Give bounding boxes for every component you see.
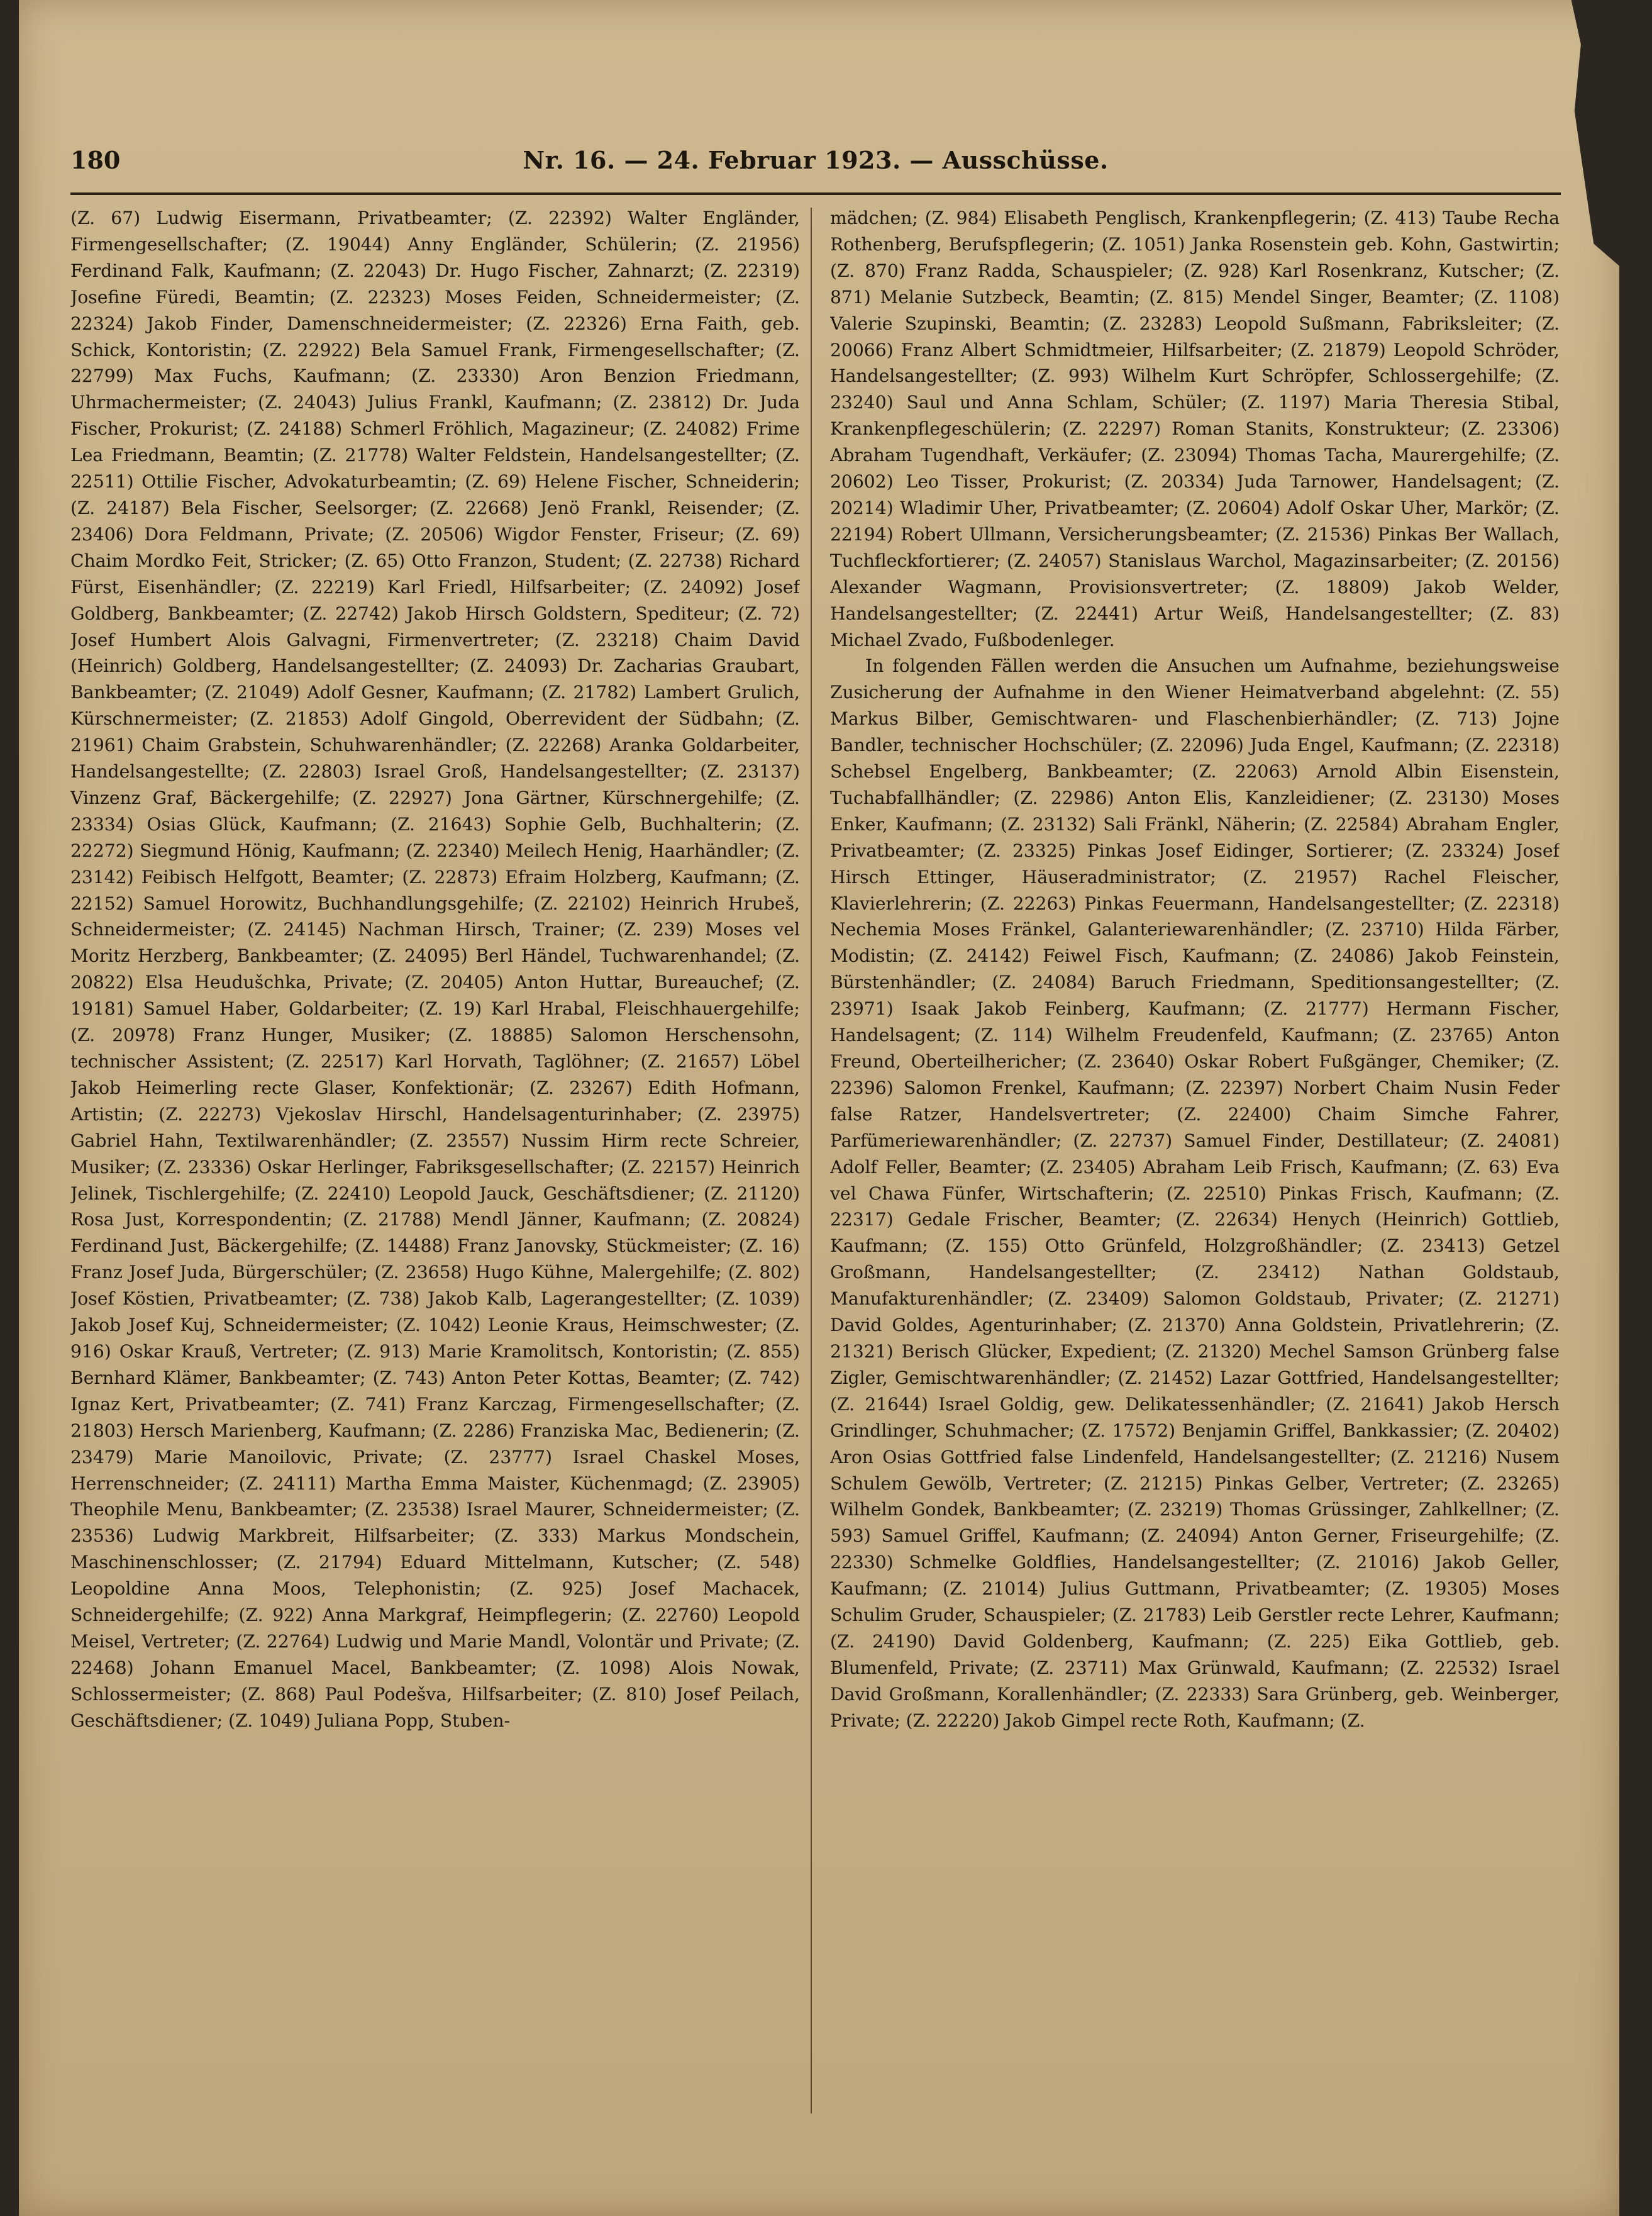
running-title: Nr. 16. — 24. Februar 1923. — Ausschüsse. <box>523 146 1109 174</box>
page-header <box>70 146 1561 184</box>
right-column-paragraph-1: mädchen; (Z. 984) Elisabeth Penglisch, Krankenpflegerin; (Z. 413) Taube Recha Rothenberg, Berufspflegerin; (Z. 1051) Janka Rosenstein geb. Kohn, Gastwirtin; (Z. 870) Franz Radda, Schauspieler; (Z. 928) Karl Rosenkranz, Kutscher; (Z. 871) Melanie Sutzbeck, Beamtin; (Z. 815) Mendel Singer, Beamter; (Z. 1108) Valerie Szupinski, Beamtin; (Z. 23283) Leopold Sußmann, Fabriksleiter; (Z. 20066) Franz Albert Schmidtmeier, Hilfsarbeiter; (Z. 21879) Leopold Schröder, Handelsangestellter; (Z. 993) Wilhelm Kurt Schröpfer, Schlossergehilfe; (Z. 23240) Saul und Anna Schlam, Schüler; (Z. 1197) Maria Theresia Stibal, Krankenpflegeschülerin; (Z. 22297) Roman Stanits, Konstrukteur; (Z. 23306) Abraham Tugendhaft, Verkäufer; (Z. 23094) Thomas Tacha, Maurergehilfe; (Z. 20602) Leo Tisser, Prokurist; (Z. 20334) Juda Tarnower, Handelsagent; (Z. 20214) Wladimir Uher, Privatbeamter; (Z. 20604) Adolf Oskar Uher, Markör; (Z. 22194) Robert Ullmann, Versicherungsbeamter; (Z. 21536) Pinkas Ber Wallach, Tuchfleckfortierer; (Z. 24057) Stanislaus Warchol, Magazinsarbeiter; (Z. 20156) Alexander Wagmann, Provisionsvertreter; (Z. 18809) Jakob Welder, Handelsangestellter; (Z. 22441) Artur Weiß, Handelsangestellter; (Z. 83) Michael Zvado, Fußbodenleger. <box>830 208 1560 650</box>
right-column-paragraph-2: In folgenden Fällen werden die Ansuchen um Aufnahme, beziehungsweise Zusicherung der Aufnahme in den Wiener Heimatverband abgelehnt: (Z. 55) Markus Bilber, Gemischtwaren- und Flaschenbierhändler; (Z. 713) Jojne Bandler, technischer Hochschüler; (Z. 22096) Juda Engel, Kaufmann; (Z. 22318) Schebsel Engelberg, Bankbeamter; (Z. 22063) Arnold Albin Eisenstein, Tuchabfallhändler; (Z. 22986) Anton Elis, Kanzleidiener; (Z. 23130) Moses Enker, Kaufmann; (Z. 23132) Sali Fränkl, Näherin; (Z. 22584) Abraham Engler, Privatbeamter; (Z. 23325) Pinkas Josef Eidinger, Sortierer; (Z. 23324) Josef Hirsch Ettinger, Häuseradministrator; (Z. 21957) Rachel Fleischer, Klavierlehrerin; (Z. 22263) Pinkas Feuermann, Handelsangestellter; (Z. 22318) Nechemia Moses Fränkel, Galanteriewarenhändler; (Z. 23710) Hilda Färber, Modistin; (Z. 24142) Feiwel Fisch, Kaufmann; (Z. 24086) Jakob Feinstein, Bürstenhändler; (Z. 24084) Baruch Friedmann, Speditionsangestellter; (Z. 23971) Isaak Jakob Feinberg, Kaufmann; (Z. 21777) Hermann Fischer, Handelsagent; (Z. 114) Wilhelm Freudenfeld, Kaufmann; (Z. 23765) Anton Freund, Oberteilhericher; (Z. 23640) Oskar Robert Fußgänger, Chemiker; (Z. 22396) Salomon Frenkel, Kaufmann; (Z. 22397) Norbert Chaim Nusin Feder false Ratzer, Handelsvertreter; (Z. 22400) Chaim Simche Fahrer, Parfümeriewarenhändler; (Z. 22737) Samuel Finder, Destillateur; (Z. 24081) Adolf Feller, Beamter; (Z. 23405) Abraham Leib Frisch, Kaufmann; (Z. 63) Eva vel Chawa Fünfer, Wirtschafterin; (Z. 22510) Pinkas Frisch, Kaufmann; (Z. 22317) Gedale Frischer, Beamter; (Z. 22634) Henych (Heinrich) Gottlieb, Kaufmann; (Z. 155) Otto Grünfeld, Holzgroßhändler; (Z. 23413) Getzel Großmann, Handelsangestellter; (Z. 23412) Nathan Goldstaub, Manufakturenhändler; (Z. 23409) Salomon Goldstaub, Privater; (Z. 21271) David Goldes, Agenturinhaber; (Z. 21370) Anna Goldstein, Privatlehrerin; (Z. 21321) Berisch Glücker, Expedient; (Z. 21320) Mechel Samson Grünberg false Zigler, Gemischtwarenhändler; (Z. 21452) Lazar Gottfried, Handelsangestellter; (Z. 21644) Israel Goldig, gew. Delikatessenhändler; (Z. 21641) Jakob Hersch Grindlinger, Schuhmacher; (Z. 17572) Benjamin Griffel, Bankkassier; (Z. 20402) Aron Osias Gottfried false Lindenfeld, Handelsangestellter; (Z. 21216) Nusem Schulem Gewölb, Vertreter; (Z. 21215) Pinkas Gelber, Vertreter; (Z. 23265) Wilhelm Gondek, Bankbeamter; (Z. 23219) Thomas Grüssinger, Zahlkellner; (Z. 593) Samuel Griffel, Kaufmann; (Z. 24094) Anton Gerner, Friseurgehilfe; (Z. 22330) Schmelke Goldflies, Handelsangestellter; (Z. 21016) Jakob Geller, Kaufmann; (Z. 21014) Julius Guttmann, Privatbeamter; (Z. 19305) Moses Schulim Gruder, Schauspieler; (Z. 21783) Leib Gerstler recte Lehrer, Kaufmann; (Z. 24190) David Goldenberg, Kaufmann; (Z. 225) Eika Gottlieb, geb. Blumenfeld, Private; (Z. 23711) Max Grünwald, Kaufmann; (Z. 22532) Israel David Großmann, Korallenhändler; (Z. 22333) Sara Grünberg, geb. Weinberger, Private; (Z. 22220) Jakob Gimpel recte Roth, Kaufmann; (Z. <box>830 655 1560 1731</box>
page-number: 180 <box>70 146 121 174</box>
left-column-paragraph: (Z. 67) Ludwig Eisermann, Privatbeamter; (Z. 22392) Walter Engländer, Firmengesellschafter; (Z. 19044) Anny Engländer, Schülerin; (Z. 21956) Ferdinand Falk, Kaufmann; (Z. 22043) Dr. Hugo Fischer, Zahnarzt; (Z. 22319) Josefine Füredi, Beamtin; (Z. 22323) Moses Feiden, Schneidermeister; (Z. 22324) Jakob Finder, Damenschneidermeister; (Z. 22326) Erna Faith, geb. Schick, Kontoristin; (Z. 22922) Bela Samuel Frank, Firmengesellschafter; (Z. 22799) Max Fuchs, Kaufmann; (Z. 23330) Aron Benzion Friedmann, Uhrmachermeister; (Z. 24043) Julius Frankl, Kaufmann; (Z. 23812) Dr. Juda Fischer, Prokurist; (Z. 24188) Schmerl Fröhlich, Magazineur; (Z. 24082) Frime Lea Friedmann, Beamtin; (Z. 21778) Walter Feldstein, Handelsangestellter; (Z. 22511) Ottilie Fischer, Advokaturbeamtin; (Z. 69) Helene Fischer, Schneiderin; (Z. 24187) Bela Fischer, Seelsorger; (Z. 22668) Jenö Frankl, Reisender; (Z. 23406) Dora Feldmann, Private; (Z. 20506) Wigdor Fenster, Friseur; (Z. 69) Chaim Mordko Feit, Stricker; (Z. 65) Otto Franzon, Student; (Z. 22738) Richard Fürst, Eisenhändler; (Z. 22219) Karl Friedl, Hilfsarbeiter; (Z. 24092) Josef Goldberg, Bankbeamter; (Z. 22742) Jakob Hirsch Goldstern, Spediteur; (Z. 72) Josef Humbert Alois Galvagni, Firmenvertreter; (Z. 23218) Chaim David (Heinrich) Goldberg, Handelsangestellter; (Z. 24093) Dr. Zacharias Graubart, Bankbeamter; (Z. 21049) Adolf Gesner, Kaufmann; (Z. 21782) Lambert Grulich, Kürschnermeister; (Z. 21853) Adolf Gingold, Oberrevident der Südbahn; (Z. 21961) Chaim Grabstein, Schuhwarenhändler; (Z. 22268) Aranka Goldarbeiter, Handelsangestellte; (Z. 22803) Israel Groß, Handelsangestellter; (Z. 23137) Vinzenz Graf, Bäckergehilfe; (Z. 22927) Jona Gärtner, Kürschnergehilfe; (Z. 23334) Osias Glück, Kaufmann; (Z. 21643) Sophie Gelb, Buchhalterin; (Z. 22272) Siegmund Hönig, Kaufmann; (Z. 22340) Meilech Henig, Haarhändler; (Z. 23142) Feibisch Helfgott, Beamter; (Z. 22873) Efraim Holzberg, Kaufmann; (Z. 22152) Samuel Horowitz, Buchhandlungsgehilfe; (Z. 22102) Heinrich Hrubeš, Schneidermeister; (Z. 24145) Nachman Hirsch, Trainer; (Z. 239) Moses vel Moritz Herzberg, Bankbeamter; (Z. 24095) Berl Händel, Tuchwarenhandel; (Z. 20822) Elsa Heudušchka, Private; (Z. 20405) Anton Huttar, Bureauchef; (Z. 19181) Samuel Haber, Goldarbeiter; (Z. 19) Karl Hrabal, Fleischhauergehilfe; (Z. 20978) Franz Hunger, Musiker; (Z. 18885) Salomon Herschensohn, technischer Assistent; (Z. 22517) Karl Horvath, Taglöhner; (Z. 21657) Löbel Jakob Heimerling recte Glaser, Konfektionär; (Z. 23267) Edith Hofmann, Artistin; (Z. 22273) Vjekoslav Hirschl, Handelsagenturinhaber; (Z. 23975) Gabriel Hahn, Textilwarenhändler; (Z. 23557) Nussim Hirm recte Schreier, Musiker; (Z. 23336) Oskar Herlinger, Fabriksgesellschafter; (Z. 22157) Heinrich Jelinek, Tischlergehilfe; (Z. 22410) Leopold Jauck, Geschäftsdiener; (Z. 21120) Rosa Just, Korrespondentin; (Z. 21788) Mendl Jänner, Kaufmann; (Z. 20824) Ferdinand Just, Bäckergehilfe; (Z. 14488) Franz Janovsky, Stückmeister; (Z. 16) Franz Josef Juda, Bürgerschüler; (Z. 23658) Hugo Kühne, Malergehilfe; (Z. 802) Josef Köstien, Privatbeamter; (Z. 738) Jakob Kalb, Lagerangestellter; (Z. 1039) Jakob Josef Kuj, Schneidermeister; (Z. 1042) Leonie Kraus, Heimschwester; (Z. 916) Oskar Krauß, Vertreter; (Z. 913) Marie Kramolitsch, Kontoristin; (Z. 855) Bernhard Klämer, Bankbeamter; (Z. 743) Anton Peter Kottas, Beamter; (Z. 742) Ignaz Kert, Privatbeamter; (Z. 741) Franz Karczag, Firmengesellschafter; (Z. 21803) Hersch Marienberg, Kaufmann; (Z. 2286) Franziska Mac, Bedienerin; (Z. 23479) Marie Manoilovic, Private; (Z. 23777) Israel Chaskel Moses, Herrenschneider; (Z. 24111) Martha Emma Maister, Küchenmagd; (Z. 23905) Theophile Menu, Bankbeamter; (Z. 23538) Israel Maurer, Schneidermeister; (Z. 23536) Ludwig Markbreit, Hilfsarbeiter; (Z. 333) Markus Mondschein, Maschinenschlosser; (Z. 21794) Eduard Mittelmann, Kutscher; (Z. 548) Leopoldine Anna Moos, Telephonistin; (Z. 925) Josef Machacek, Schneidergehilfe; (Z. 922) Anna Markgraf, Heimpflegerin; (Z. 22760) Leopold Meisel, Vertreter; (Z. 22764) Ludwig und Marie Mandl, Volontär und Private; (Z. 22468) Johann Emanuel Macel, Bankbeamter; (Z. 1098) Alois Nowak, Schlossermeister; (Z. 868) Paul Podešva, Hilfsarbeiter; (Z. 810) Josef Peilach, Geschäftsdiener; (Z. 1049) Juliana Popp, Stuben- <box>70 208 800 1731</box>
right-column <box>830 205 1560 2120</box>
header-rule <box>70 192 1561 195</box>
left-column <box>70 205 800 2120</box>
column-divider <box>811 208 812 2113</box>
